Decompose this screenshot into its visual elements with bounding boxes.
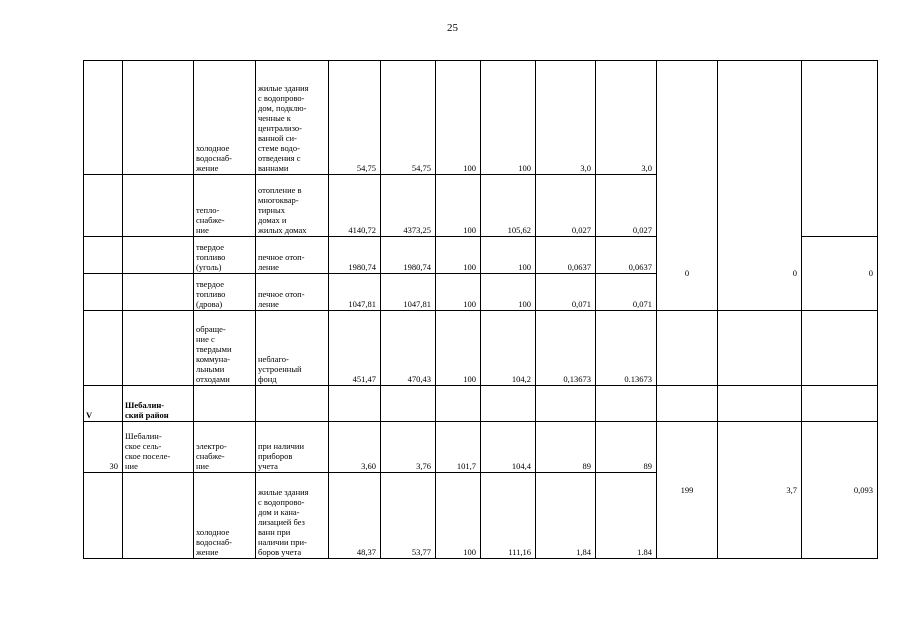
cell-empty xyxy=(436,386,481,422)
cell-value: 1047,81 xyxy=(381,274,436,311)
section-number: V xyxy=(84,386,123,422)
cell-value: 104,4 xyxy=(481,422,536,473)
cell-merged-value: 0,093 xyxy=(802,422,878,559)
section-row xyxy=(84,386,878,422)
cell-value: 1.84 xyxy=(596,473,657,559)
cell-empty xyxy=(718,61,802,175)
cell-value: 3,0 xyxy=(596,61,657,175)
cell-empty xyxy=(657,175,718,237)
cell-value: 3,0 xyxy=(536,61,596,175)
table-row xyxy=(84,61,878,175)
cell-value: 53,77 xyxy=(381,473,436,559)
cell-value: 0,071 xyxy=(536,274,596,311)
cell-empty xyxy=(657,386,718,422)
cell-value: 0,027 xyxy=(596,175,657,237)
cell-empty xyxy=(657,311,718,386)
cell-merged-value: 3,7 xyxy=(718,422,802,559)
cell-value: 3,76 xyxy=(381,422,436,473)
cell-value: 100 xyxy=(436,311,481,386)
cell-value: 100 xyxy=(481,274,536,311)
cell-num xyxy=(84,274,123,311)
cell-settlement xyxy=(123,473,194,559)
cell-value: 0,13673 xyxy=(536,311,596,386)
cell-settlement xyxy=(123,237,194,274)
cell-resource: твердое топливо (уголь) xyxy=(194,237,256,274)
cell-empty xyxy=(657,61,718,175)
cell-empty xyxy=(481,386,536,422)
cell-settlement xyxy=(123,311,194,386)
cell-description: жилые здания с водопрово- дом и кана- лизацией без ванн при наличии при- боров учета xyxy=(256,473,329,559)
cell-value: 104,2 xyxy=(481,311,536,386)
cell-settlement: Шебалин- ское сель- ское поселе- ние xyxy=(123,422,194,473)
cell-resource: тепло- снабже- ние xyxy=(194,175,256,237)
table-row xyxy=(84,311,878,386)
cell-value: 0,071 xyxy=(596,274,657,311)
cell-empty xyxy=(802,386,878,422)
cell-value: 0,0637 xyxy=(596,237,657,274)
cell-empty xyxy=(329,386,381,422)
cell-num xyxy=(84,473,123,559)
table-row xyxy=(84,175,878,237)
cell-num xyxy=(84,237,123,274)
cell-empty xyxy=(194,386,256,422)
cell-empty xyxy=(256,386,329,422)
cell-merged-value: 199 xyxy=(657,422,718,559)
cell-value: 89 xyxy=(596,422,657,473)
cell-merged-value: 0 xyxy=(657,237,718,311)
cell-value: 470,43 xyxy=(381,311,436,386)
table-row xyxy=(84,237,878,274)
cell-value: 1980,74 xyxy=(329,237,381,274)
table-row xyxy=(84,422,878,473)
cell-description: при наличии приборов учета xyxy=(256,422,329,473)
cell-resource: холодное водоснаб- жение xyxy=(194,473,256,559)
tariff-table xyxy=(83,60,878,559)
cell-value: 100 xyxy=(481,61,536,175)
cell-num xyxy=(84,175,123,237)
cell-value: 3,60 xyxy=(329,422,381,473)
section-name: Шебалин- ский район xyxy=(123,386,194,422)
cell-empty xyxy=(802,61,878,237)
cell-value: 89 xyxy=(536,422,596,473)
cell-resource: холодное водоснаб- жение xyxy=(194,61,256,175)
cell-value: 100 xyxy=(481,237,536,274)
cell-num xyxy=(84,61,123,175)
cell-merged-value: 0 xyxy=(802,237,878,311)
cell-value: 100 xyxy=(436,237,481,274)
cell-value: 105,62 xyxy=(481,175,536,237)
cell-empty xyxy=(718,386,802,422)
cell-resource: твердое топливо (дрова) xyxy=(194,274,256,311)
cell-resource: обраще- ние с твердыми коммуна- льными отходами xyxy=(194,311,256,386)
cell-empty xyxy=(381,386,436,422)
cell-value: 451,47 xyxy=(329,311,381,386)
cell-value: 0,027 xyxy=(536,175,596,237)
cell-num xyxy=(84,311,123,386)
cell-value: 4140,72 xyxy=(329,175,381,237)
cell-merged-value: 0 xyxy=(718,237,802,311)
cell-value: 111,16 xyxy=(481,473,536,559)
cell-value: 100 xyxy=(436,61,481,175)
cell-description: печное отоп- ление xyxy=(256,274,329,311)
cell-value: 48,37 xyxy=(329,473,381,559)
cell-settlement xyxy=(123,274,194,311)
cell-value: 0.13673 xyxy=(596,311,657,386)
cell-description: отопление в многоквар- тирных домах и жилых домах xyxy=(256,175,329,237)
cell-value: 1,84 xyxy=(536,473,596,559)
cell-empty xyxy=(596,386,657,422)
cell-empty xyxy=(718,175,802,237)
cell-value: 100 xyxy=(436,473,481,559)
cell-value: 100 xyxy=(436,274,481,311)
cell-description: неблаго- устроенный фонд xyxy=(256,311,329,386)
cell-num: 30 xyxy=(84,422,123,473)
cell-settlement xyxy=(123,61,194,175)
cell-empty xyxy=(718,311,802,386)
cell-settlement xyxy=(123,175,194,237)
page-number: 25 xyxy=(447,22,458,34)
cell-value: 101,7 xyxy=(436,422,481,473)
cell-description: печное отоп- ление xyxy=(256,237,329,274)
cell-value: 54,75 xyxy=(381,61,436,175)
cell-value: 100 xyxy=(436,175,481,237)
cell-resource: электро- снабже- ние xyxy=(194,422,256,473)
cell-value: 0,0637 xyxy=(536,237,596,274)
cell-empty xyxy=(536,386,596,422)
cell-empty xyxy=(802,311,878,386)
cell-description: жилые здания с водопрово- дом, подклю- ченные к централизо- ванной си- стеме водо- отведения с ваннами xyxy=(256,61,329,175)
cell-value: 54,75 xyxy=(329,61,381,175)
cell-value: 4373,25 xyxy=(381,175,436,237)
cell-value: 1980,74 xyxy=(381,237,436,274)
cell-value: 1047,81 xyxy=(329,274,381,311)
